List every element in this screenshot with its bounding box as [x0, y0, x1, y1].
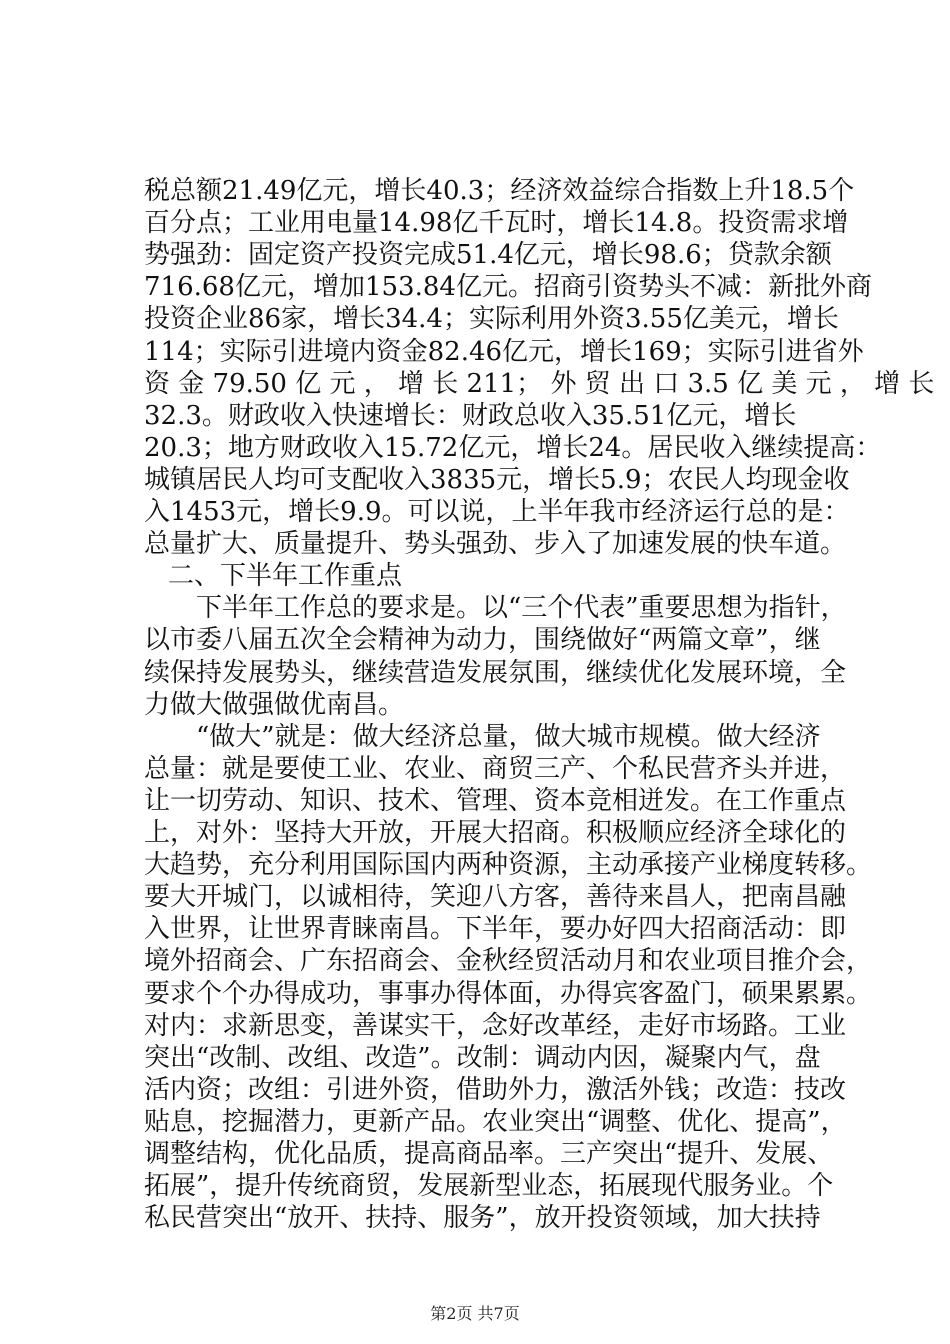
text-line: 境外招商会、广东招商会、金秋经贸活动月和农业项目推介会，	[144, 946, 873, 976]
text-line: 让一切劳动、知识、技术、管理、资本竞相迸发。在工作重点	[144, 786, 847, 816]
text-line: 对内：求新思变，善谋实干，念好改革经，走好市场路。工业	[144, 1011, 847, 1041]
text-line: “做大”就是：做大经济总量，做大城市规模。做大经济	[196, 722, 821, 752]
text-line: 百分点；工业用电量14.98亿千瓦时，增长14.8。投资需求增	[144, 208, 849, 238]
text-line: 要求个个办得成功，事事办得体面，办得宾客盈门，硕果累累。	[144, 979, 873, 1009]
text-line: 下半年工作总的要求是。以“三个代表”重要思想为指针，	[196, 593, 847, 623]
text-line: 城镇居民人均可支配收入3835元，增长5.9；农民人均现金收	[144, 465, 850, 495]
text-line: 续保持发展势头，继续营造发展氛围，继续优化发展环境，全	[144, 658, 847, 688]
text-line: 716.68亿元，增加153.84亿元。招商引资势头不减：新批外商	[144, 272, 872, 302]
text-line: 上，对外：坚持大开放，开展大招商。积极顺应经济全球化的	[144, 818, 847, 848]
text-line: 力做大做强做优南昌。	[144, 690, 405, 720]
text-line: 突出“改制、改组、改造”。改制：调动内因，凝聚内气，盘	[144, 1043, 821, 1073]
text-line: 投资企业86家，增长34.4；实际利用外资3.55亿美元，增长	[144, 304, 839, 334]
text-line: 要大开城门，以诚相待，笑迎八方客，善待来昌人，把南昌融	[144, 882, 847, 912]
text-line: 调整结构，优化品质，提高商品率。三产突出“提升、发展、	[144, 1139, 834, 1169]
text-line: 势强劲：固定资产投资完成51.4亿元，增长98.6；贷款余额	[144, 240, 832, 270]
text-line: 活内资；改组：引进外资，借助外力，激活外钱；改造：技改	[144, 1075, 847, 1105]
page-footer: 第2页 共7页	[430, 1304, 520, 1323]
text-line: 入1453元，增长9.9。可以说，上半年我市经济运行总的是：	[144, 497, 850, 527]
text-line: 贴息，挖掘潜力，更新产品。农业突出“调整、优化、提高”，	[144, 1107, 847, 1137]
text-line: 114；实际引进境内资金82.46亿元，增长169；实际引进省外	[144, 337, 864, 367]
text-line: 20.3；地方财政收入15.72亿元，增长24。居民收入继续提高：	[144, 433, 882, 463]
text-line: 总量：就是要使工业、农业、商贸三产、个私民营齐头并进，	[144, 754, 847, 784]
text-line: 资 金 79.50 亿 元 ， 增 长 211； 外 贸 出 口 3.5 亿 美 元 ， 增 长	[144, 369, 935, 399]
text-line: 32.3。财政收入快速增长：财政总收入35.51亿元，增长	[144, 401, 797, 431]
text-line: 入世界，让世界青睐南昌。下半年，要办好四大招商活动：即	[144, 914, 847, 944]
text-line: 拓展”，提升传统商贸，发展新型业态，拓展现代服务业。个	[144, 1171, 834, 1201]
text-line: 大趋势，充分利用国际国内两种资源，主动承接产业梯度转移。	[144, 850, 873, 880]
section-heading: 二、下半年工作重点	[168, 561, 403, 591]
text-line: 总量扩大、质量提升、势头强劲、步入了加速发展的快车道。	[144, 529, 847, 559]
text-line: 私民营突出“放开、扶持、服务”，放开投资领域，加大扶持	[144, 1203, 821, 1233]
text-line: 以市委八届五次全会精神为动力，围绕做好“两篇文章”，继	[144, 625, 821, 655]
text-line: 税总额21.49亿元，增长40.3；经济效益综合指数上升18.5个	[144, 176, 855, 206]
